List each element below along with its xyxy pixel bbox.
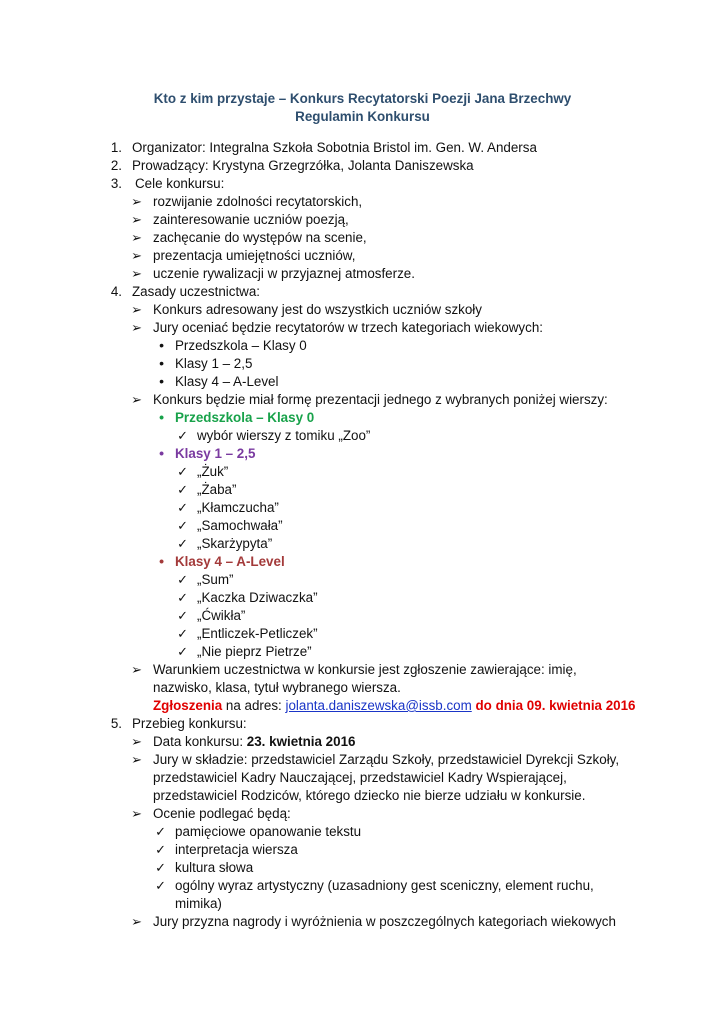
submission-address-label: na adres: bbox=[222, 698, 286, 713]
check-icon: ✓ bbox=[177, 626, 188, 641]
check-icon: ✓ bbox=[155, 824, 166, 839]
poem-item: „Nie pieprz Pietrze” bbox=[197, 644, 312, 659]
document-title: Kto z kim przystaje – Konkurs Recytatorski Poezji Jana Brzechwy bbox=[153, 91, 572, 106]
bullet-icon: • bbox=[159, 445, 164, 461]
arrow-bullet-icon: ➢ bbox=[131, 914, 142, 929]
submission-label: Zgłoszenia bbox=[153, 698, 223, 713]
poem-item: „Kaczka Dziwaczka” bbox=[197, 590, 318, 605]
list-number-1: 1. bbox=[110, 140, 122, 155]
hosts-text: Prowadzący: Krystyna Grzegrzółka, Jolanta Daniszewska bbox=[132, 158, 474, 173]
bullet-icon: • bbox=[159, 355, 164, 371]
check-icon: ✓ bbox=[177, 590, 188, 605]
check-icon: ✓ bbox=[177, 608, 188, 623]
check-icon: ✓ bbox=[177, 572, 188, 587]
poem-item: wybór wierszy z tomiku „Zoo” bbox=[197, 428, 371, 443]
poem-item: „Żuk” bbox=[197, 464, 229, 479]
criteria-intro: Ocenie podlegać będą: bbox=[153, 806, 291, 821]
rule-form: Konkurs będzie miał formę prezentacji jednego z wybranych poniżej wierszy: bbox=[153, 392, 608, 407]
arrow-bullet-icon: ➢ bbox=[131, 392, 142, 407]
goal-item: rozwijanie zdolności recytatorskich, bbox=[153, 194, 363, 209]
criteria-item: ogólny wyraz artystyczny (uzasadniony gest sceniczny, element ruchu, bbox=[175, 878, 594, 893]
document-subtitle: Regulamin Konkursu bbox=[295, 109, 430, 124]
prizes-text: Jury przyzna nagrody i wyróżnienia w poszczególnych kategoriach wiekowych bbox=[153, 914, 616, 929]
bullet-icon: • bbox=[159, 337, 164, 353]
bullet-icon: • bbox=[159, 553, 164, 569]
goal-item: zainteresowanie uczniów poezją, bbox=[153, 212, 349, 227]
arrow-bullet-icon: ➢ bbox=[131, 302, 142, 317]
criteria-item: pamięciowe opanowanie tekstu bbox=[175, 824, 362, 839]
poem-item: „Samochwała” bbox=[197, 518, 283, 533]
poem-item: „Żaba” bbox=[197, 482, 237, 497]
check-icon: ✓ bbox=[177, 428, 188, 443]
check-icon: ✓ bbox=[155, 860, 166, 875]
jury-composition-cont: przedstawiciel Kadry Nauczającej, przedstawiciel Kadry Wspierającej, bbox=[153, 770, 567, 785]
arrow-bullet-icon: ➢ bbox=[131, 320, 142, 335]
check-icon: ✓ bbox=[177, 536, 188, 551]
category-item: Klasy 1 – 2,5 bbox=[175, 356, 253, 371]
contest-date-line bbox=[153, 733, 355, 751]
list-number-5: 5. bbox=[110, 716, 122, 731]
goal-item: zachęcanie do występów na scenie, bbox=[153, 230, 367, 245]
bullet-icon: • bbox=[159, 373, 164, 389]
poem-item: „Skarżypyta” bbox=[197, 536, 273, 551]
goal-item: uczenie rywalizacji w przyjaznej atmosferze. bbox=[153, 266, 415, 281]
rule-categories: Jury oceniać będzie recytatorów w trzech kategoriach wiekowych: bbox=[153, 320, 543, 335]
criteria-item: kultura słowa bbox=[175, 860, 254, 875]
rules-heading: Zasady uczestnictwa: bbox=[132, 284, 261, 299]
arrow-bullet-icon: ➢ bbox=[131, 248, 142, 263]
group-label-grades-1-2: Klasy 1 – 2,5 bbox=[175, 446, 256, 461]
jury-composition-cont: przedstawiciel Rodziców, którego dziecko nie bierze udziału w konkursie. bbox=[153, 788, 586, 803]
arrow-bullet-icon: ➢ bbox=[131, 734, 142, 749]
procedure-heading: Przebieg konkursu: bbox=[132, 716, 247, 731]
check-icon: ✓ bbox=[177, 482, 188, 497]
category-item: Przedszkola – Klasy 0 bbox=[175, 338, 307, 353]
check-icon: ✓ bbox=[177, 518, 188, 533]
organizer-text: Organizator: Integralna Szkoła Sobotnia Bristol im. Gen. W. Andersa bbox=[132, 140, 537, 155]
criteria-item-cont: mimika) bbox=[175, 896, 222, 911]
check-icon: ✓ bbox=[177, 464, 188, 479]
submission-deadline: do dnia 09. kwietnia 2016 bbox=[471, 698, 636, 713]
list-number-2: 2. bbox=[110, 158, 122, 173]
contest-date-value: 23. kwietnia 2016 bbox=[246, 734, 356, 749]
group-label-grades-4-alevel: Klasy 4 – A-Level bbox=[175, 554, 285, 569]
rule-audience: Konkurs adresowany jest do wszystkich uczniów szkoły bbox=[153, 302, 482, 317]
goal-item: prezentacja umiejętności uczniów, bbox=[153, 248, 356, 263]
goals-heading: Cele konkursu: bbox=[135, 176, 225, 191]
arrow-bullet-icon: ➢ bbox=[131, 212, 142, 227]
check-icon: ✓ bbox=[177, 644, 188, 659]
arrow-bullet-icon: ➢ bbox=[131, 194, 142, 209]
poem-item: „Entliczek-Petliczek” bbox=[197, 626, 318, 641]
arrow-bullet-icon: ➢ bbox=[131, 266, 142, 281]
email-link[interactable]: jolanta.daniszewska@issb.com bbox=[285, 698, 472, 713]
check-icon: ✓ bbox=[177, 500, 188, 515]
check-icon: ✓ bbox=[155, 842, 166, 857]
bullet-icon: • bbox=[159, 409, 164, 425]
list-number-3: 3. bbox=[110, 176, 122, 191]
participation-condition: Warunkiem uczestnictwa w konkursie jest zgłoszenie zawierające: imię, bbox=[153, 662, 577, 677]
criteria-item: interpretacja wiersza bbox=[175, 842, 298, 857]
jury-composition: Jury w składzie: przedstawiciel Zarządu Szkoły, przedstawiciel Dyrekcji Szkoły, bbox=[153, 752, 620, 767]
arrow-bullet-icon: ➢ bbox=[131, 806, 142, 821]
poem-item: „Ćwikła” bbox=[197, 608, 246, 623]
list-number-4: 4. bbox=[110, 284, 122, 299]
arrow-bullet-icon: ➢ bbox=[131, 230, 142, 245]
check-icon: ✓ bbox=[155, 878, 166, 893]
contest-date-label: Data konkursu: bbox=[153, 734, 247, 749]
group-label-preschool: Przedszkola – Klasy 0 bbox=[175, 410, 315, 425]
poem-item: „Kłamczucha” bbox=[197, 500, 279, 515]
arrow-bullet-icon: ➢ bbox=[131, 662, 142, 677]
participation-condition-cont: nazwisko, klasa, tytuł wybranego wiersza. bbox=[153, 680, 401, 695]
submission-line bbox=[153, 697, 636, 715]
arrow-bullet-icon: ➢ bbox=[131, 752, 142, 767]
category-item: Klasy 4 – A-Level bbox=[175, 374, 279, 389]
poem-item: „Sum” bbox=[197, 572, 234, 587]
